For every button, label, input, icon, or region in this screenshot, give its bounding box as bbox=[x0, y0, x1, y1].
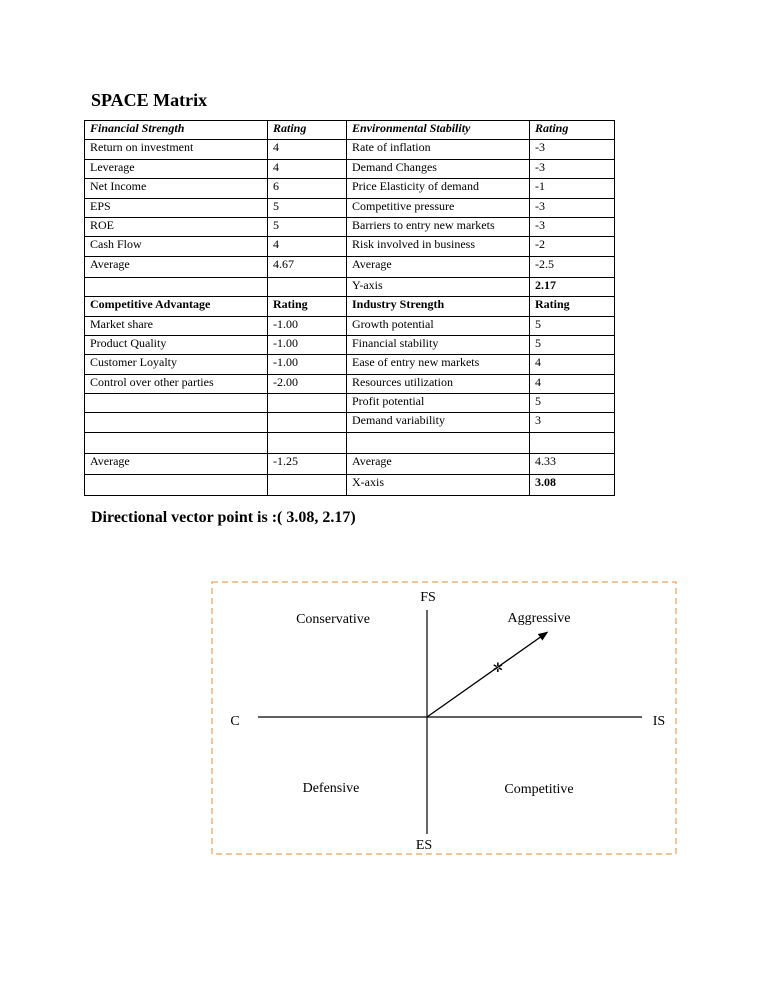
table-cell: Demand Changes bbox=[347, 159, 530, 178]
table-cell: -2 bbox=[530, 237, 615, 256]
table-cell: -2.00 bbox=[268, 374, 347, 393]
table-cell: Product Quality bbox=[85, 335, 268, 354]
financial-strength-header: Financial Strength bbox=[85, 121, 268, 140]
table-cell: -1.00 bbox=[268, 335, 347, 354]
direction-vector-arrow bbox=[427, 632, 547, 717]
table-cell: 4 bbox=[268, 237, 347, 256]
table-cell: -3 bbox=[530, 140, 615, 159]
table-cell: Control over other parties bbox=[85, 374, 268, 393]
table-cell: 5 bbox=[268, 198, 347, 217]
table-cell: Average bbox=[85, 453, 268, 474]
table-cell: Growth potential bbox=[347, 316, 530, 335]
rating-header: Rating bbox=[530, 121, 615, 140]
table-cell: Rate of inflation bbox=[347, 140, 530, 159]
vector-point-marker: ✲ bbox=[492, 660, 504, 676]
table-cell: Price Elasticity of demand bbox=[347, 179, 530, 198]
directional-vector-statement: Directional vector point is :( 3.08, 2.17) bbox=[91, 509, 356, 526]
quadrant-defensive: Defensive bbox=[302, 781, 360, 796]
axis-label-fs: FS bbox=[420, 590, 436, 605]
rating-header: Rating bbox=[268, 297, 347, 316]
table-cell: Profit potential bbox=[347, 394, 530, 413]
quadrant-competitive: Competitive bbox=[504, 782, 574, 797]
table-cell: -1.00 bbox=[268, 355, 347, 374]
table-cell: Leverage bbox=[85, 159, 268, 178]
table-cell: -1 bbox=[530, 179, 615, 198]
table-cell: Customer Loyalty bbox=[85, 355, 268, 374]
table-cell: Return on investment bbox=[85, 140, 268, 159]
y-axis-value: 2.17 bbox=[530, 277, 615, 296]
table-cell: Competitive pressure bbox=[347, 198, 530, 217]
table-cell: Risk involved in business bbox=[347, 237, 530, 256]
table-cell: 5 bbox=[268, 217, 347, 236]
competitive-advantage-header: Competitive Advantage bbox=[85, 297, 268, 316]
table-cell: 4 bbox=[530, 374, 615, 393]
table-cell: -2.5 bbox=[530, 256, 615, 277]
industry-strength-header: Industry Strength bbox=[347, 297, 530, 316]
table-cell: 5 bbox=[530, 316, 615, 335]
table-cell: Net Income bbox=[85, 179, 268, 198]
x-axis-value: 3.08 bbox=[530, 474, 615, 495]
table-cell: 4 bbox=[268, 140, 347, 159]
table-cell: Average bbox=[347, 453, 530, 474]
table-cell: 4.33 bbox=[530, 453, 615, 474]
table-cell: EPS bbox=[85, 198, 268, 217]
rating-header: Rating bbox=[530, 297, 615, 316]
table-cell: -3 bbox=[530, 159, 615, 178]
table-cell: -3 bbox=[530, 217, 615, 236]
table-cell: 3 bbox=[530, 413, 615, 432]
axis-label-es: ES bbox=[415, 838, 433, 853]
table-cell: -3 bbox=[530, 198, 615, 217]
rating-header: Rating bbox=[268, 121, 347, 140]
table-cell: 4 bbox=[530, 355, 615, 374]
table-cell: Demand variability bbox=[347, 413, 530, 432]
environmental-stability-header: Environmental Stability bbox=[347, 121, 530, 140]
table-cell: Barriers to entry new markets bbox=[347, 217, 530, 236]
table-cell: Average bbox=[85, 256, 268, 277]
table-cell: 4.67 bbox=[268, 256, 347, 277]
table-cell: ROE bbox=[85, 217, 268, 236]
table-cell: Market share bbox=[85, 316, 268, 335]
table-cell: Average bbox=[347, 256, 530, 277]
table-cell: Ease of entry new markets bbox=[347, 355, 530, 374]
axis-label-is: IS bbox=[652, 714, 666, 729]
quadrant-conservative: Conservative bbox=[296, 612, 370, 627]
table-cell: 4 bbox=[268, 159, 347, 178]
quadrant-aggressive: Aggressive bbox=[507, 611, 571, 626]
table-cell: -1.00 bbox=[268, 316, 347, 335]
table-cell: X-axis bbox=[347, 474, 530, 495]
axis-label-c: C bbox=[230, 714, 240, 729]
diagram-frame bbox=[212, 582, 676, 854]
table-cell: 5 bbox=[530, 394, 615, 413]
table-cell: Financial stability bbox=[347, 335, 530, 354]
page-title: SPACE Matrix bbox=[91, 90, 208, 110]
table-cell: Y-axis bbox=[347, 277, 530, 296]
table-cell: Resources utilization bbox=[347, 374, 530, 393]
table-cell: Cash Flow bbox=[85, 237, 268, 256]
table-cell: 5 bbox=[530, 335, 615, 354]
table-cell: 6 bbox=[268, 179, 347, 198]
table-cell: -1.25 bbox=[268, 453, 347, 474]
